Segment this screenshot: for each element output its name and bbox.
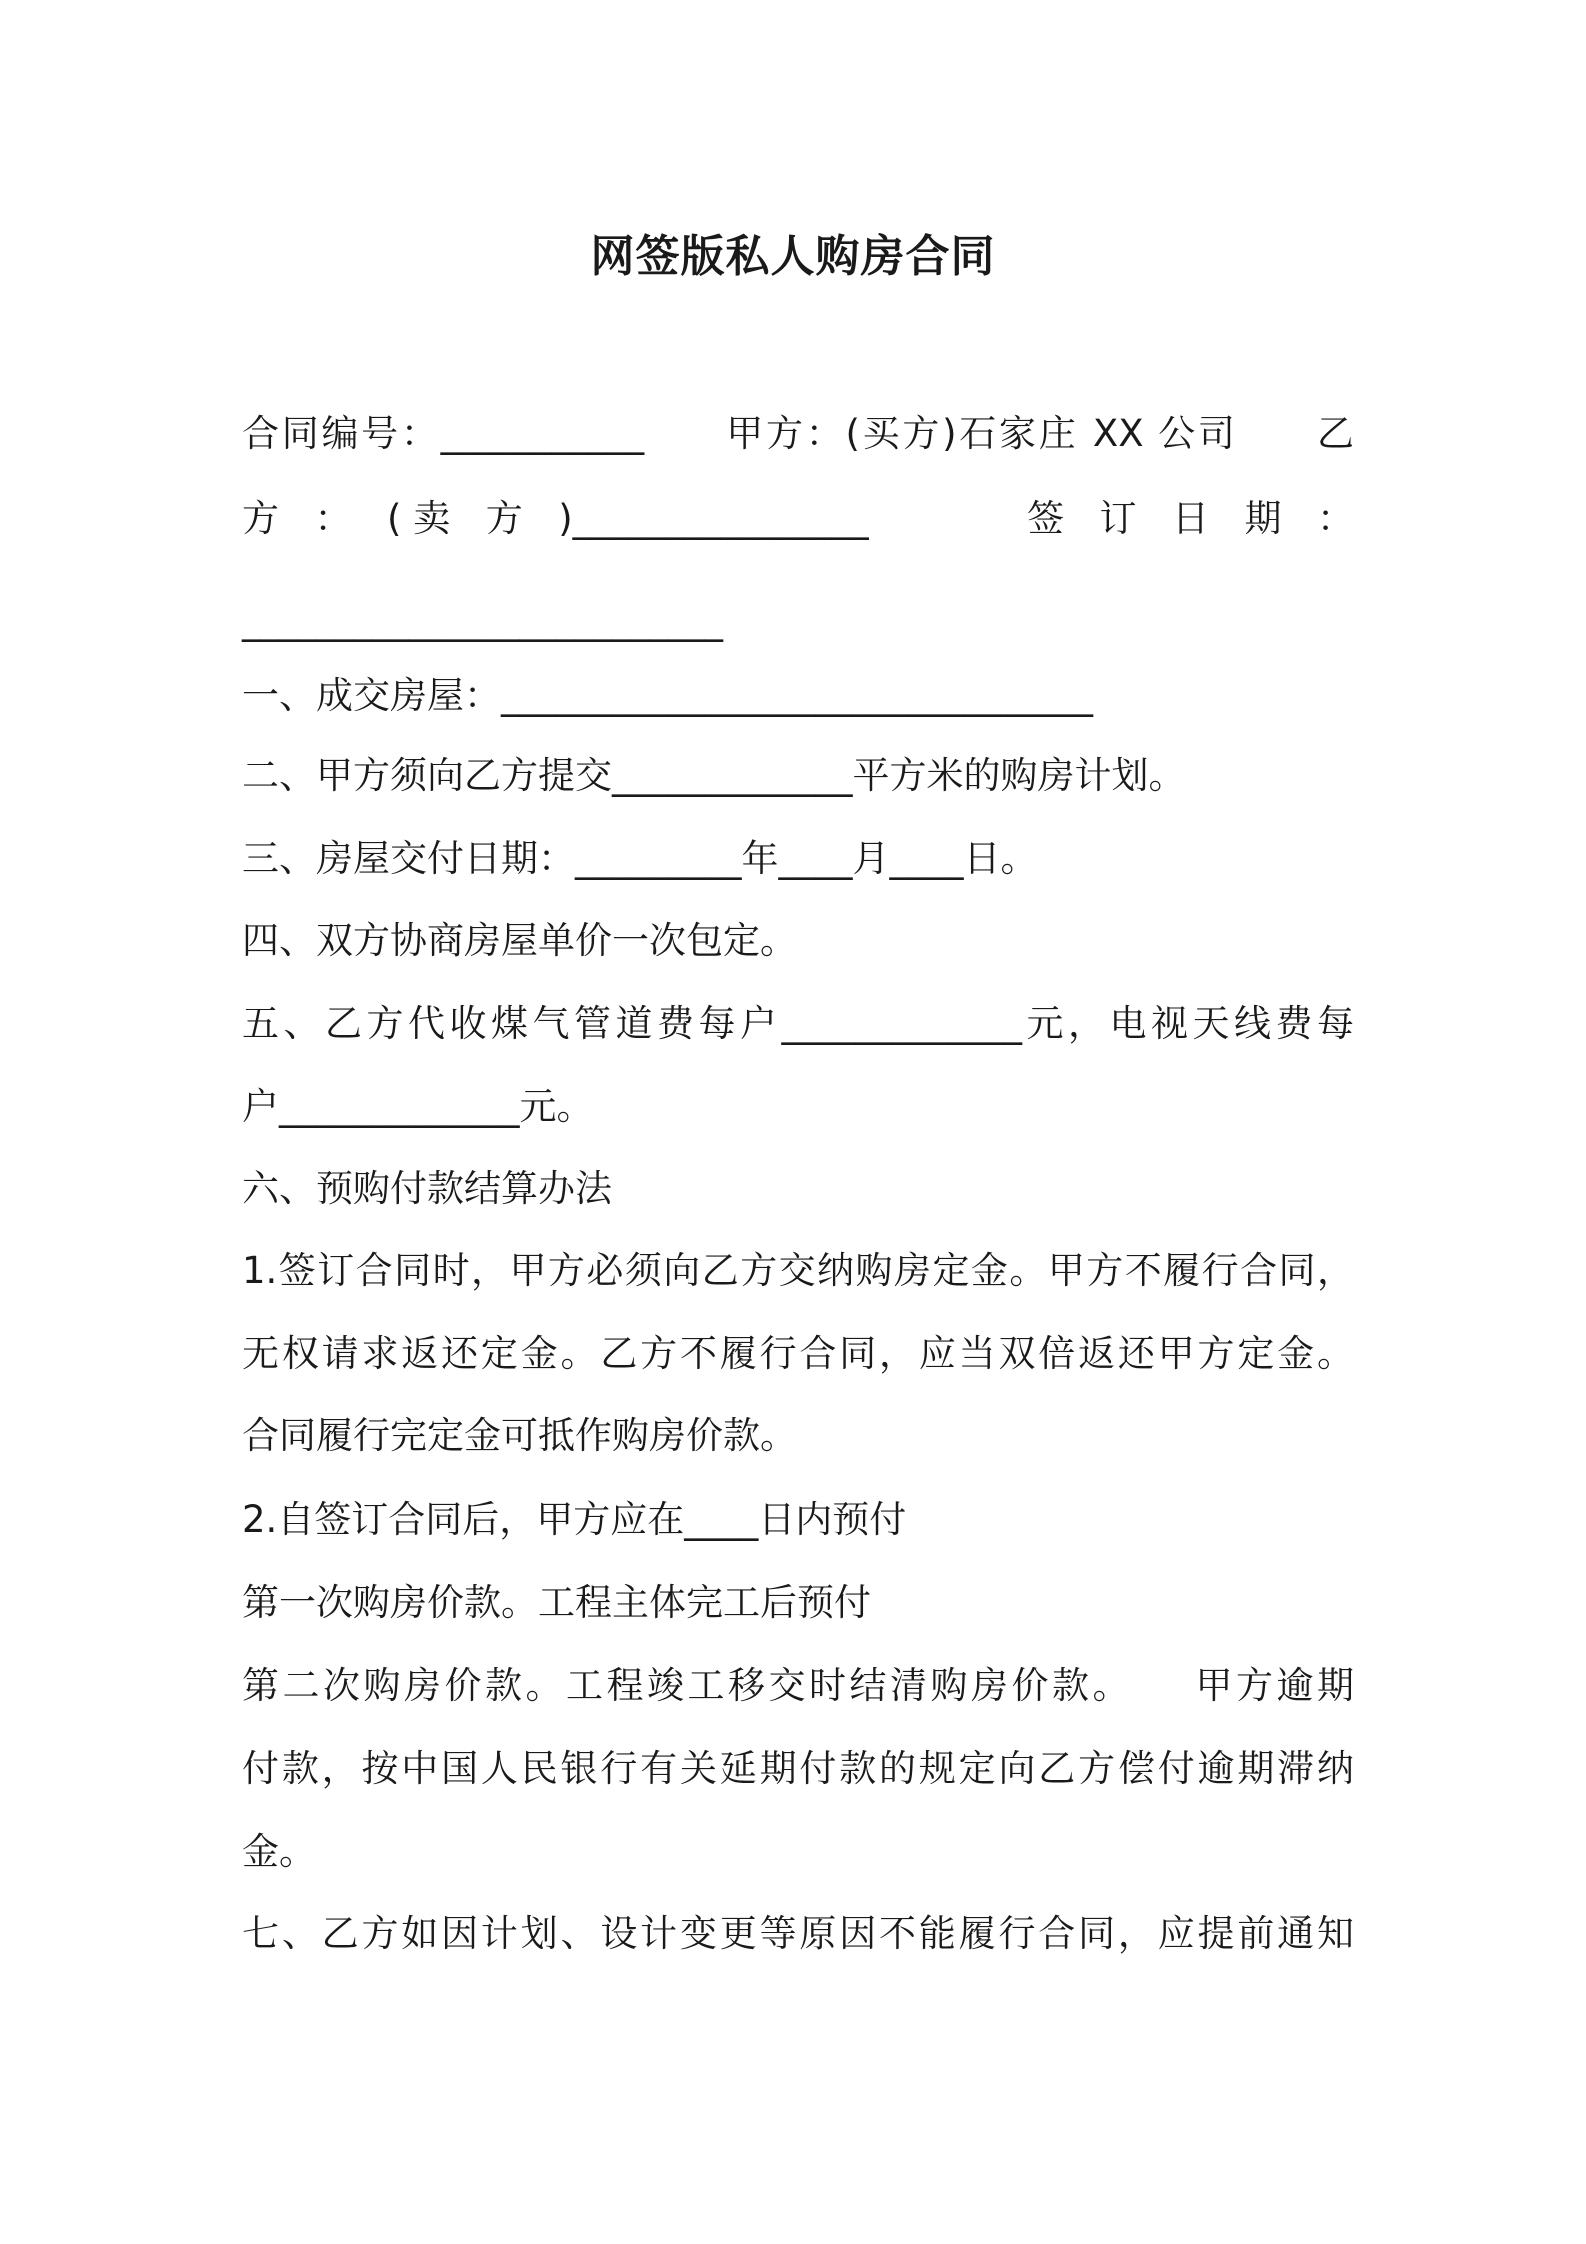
document-title: 网签版私人购房合同 xyxy=(590,231,996,282)
clause-7: 七、乙方如因计划、设计变更等原因不能履行合同，应提前通知 xyxy=(242,1912,1354,1955)
clause-6-1-line-3: 合同履行完定金可抵作购房价款。 xyxy=(242,1414,797,1457)
clause-6-2-line-3: 第二次购房价款。工程竣工移交时结清购房价款。 甲方逾期 xyxy=(242,1664,1354,1707)
clause-5-line-2: 户_____________元。 xyxy=(242,1085,594,1128)
clause-5-line-1: 五、乙方代收煤气管道费每户_____________元，电视天线费每 xyxy=(242,1002,1354,1045)
clause-6-2-line-2: 第一次购房价款。工程主体完工后预付 xyxy=(242,1581,871,1624)
clause-3: 三、房屋交付日期：_________年____月____日。 xyxy=(242,837,1038,880)
clause-1: 一、成交房屋：________________________________ xyxy=(242,674,1093,717)
clause-6-2-line-5: 金。 xyxy=(242,1830,316,1873)
clause-6-1-line-1: 1.签订合同时，甲方必须向乙方交纳购房定金。甲方不履行合同， xyxy=(242,1249,1354,1292)
clause-6-heading: 六、预购付款结算办法 xyxy=(242,1167,612,1210)
clause-6-2-line-4: 付款，按中国人民银行有关延期付款的规定向乙方偿付逾期滞纳 xyxy=(242,1747,1354,1790)
header-line-contract-number: 合同编号：___________ 甲方：(买方)石家庄 XX 公司 乙 xyxy=(242,412,1354,455)
header-line-date-blank: __________________________ xyxy=(242,599,723,642)
clause-2: 二、甲方须向乙方提交_____________平方米的购房计划。 xyxy=(242,754,1186,797)
clause-6-1-line-2: 无权请求返还定金。乙方不履行合同，应当双倍返还甲方定金。 xyxy=(242,1332,1354,1375)
clause-6-2-line-1: 2.自签订合同后，甲方应在____日内预付 xyxy=(242,1498,907,1541)
header-line-seller-date: 方 ： (卖 方 )________________ 签 订 日 期 ： xyxy=(242,497,1354,540)
clause-4: 四、双方协商房屋单价一次包定。 xyxy=(242,919,797,962)
